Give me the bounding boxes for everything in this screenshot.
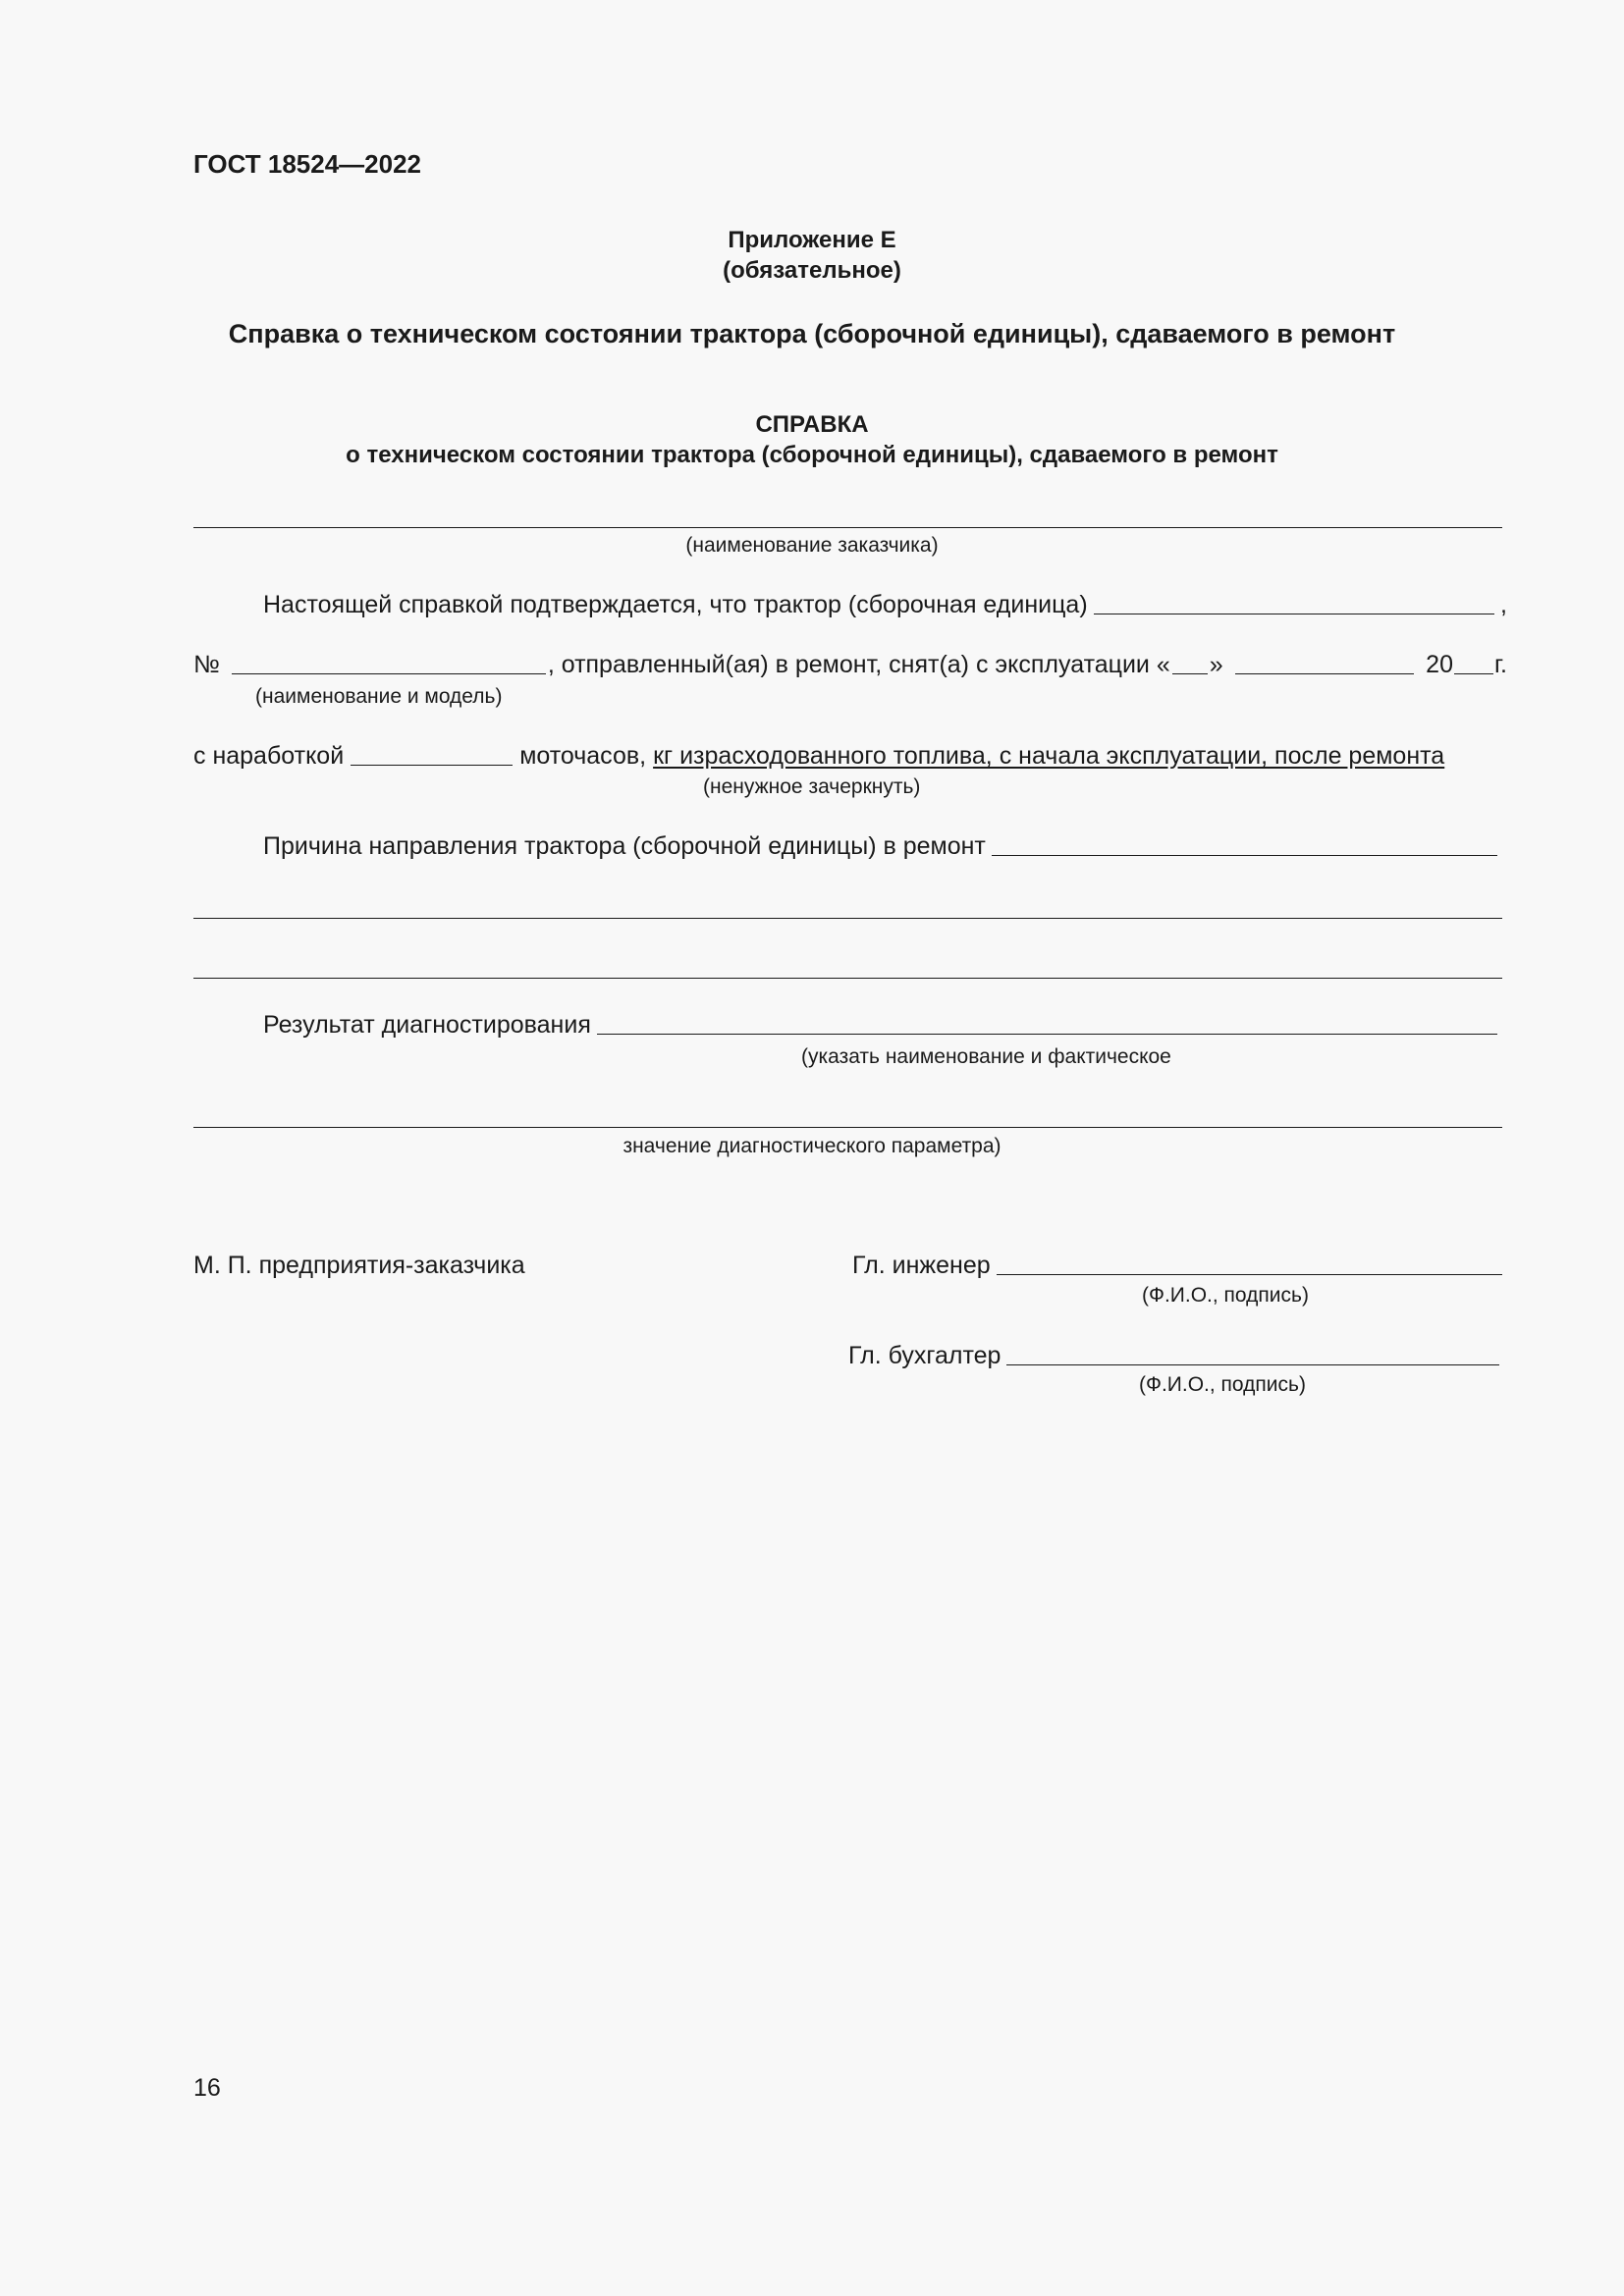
model-caption: (наименование и модель)	[255, 685, 503, 708]
accountant-row	[848, 1341, 1499, 1370]
day-field[interactable]	[1172, 650, 1208, 674]
runtime-row	[193, 741, 1444, 771]
appendix-title: Приложение Е	[728, 227, 896, 253]
result-field-line-2[interactable]	[193, 1127, 1502, 1128]
runtime-prefix: с наработкой	[193, 742, 345, 770]
customer-name-field[interactable]	[193, 527, 1502, 528]
reason-field-line-2[interactable]	[193, 918, 1502, 919]
reason-field[interactable]	[992, 831, 1497, 856]
number-sign: №	[193, 651, 220, 678]
year-field[interactable]	[1454, 650, 1493, 674]
year-suffix: г.	[1493, 651, 1507, 678]
appendix-status: (обязательное)	[723, 257, 901, 284]
page-number: 16	[193, 2074, 221, 2102]
stamp-label: М. П. предприятия-заказчика	[193, 1252, 525, 1279]
model-number-field[interactable]	[232, 650, 546, 674]
accountant-caption: (Ф.И.О., подпись)	[1139, 1373, 1306, 1396]
runtime-options: кг израсходованного топлива, с начала эксплуатации, после ремонта	[653, 742, 1445, 770]
comma: ,	[1500, 591, 1507, 618]
year-prefix: 20	[1426, 651, 1453, 678]
engineer-caption: (Ф.И.О., подпись)	[1142, 1284, 1309, 1307]
standard-header: ГОСТ 18524—2022	[193, 149, 421, 179]
section-title: Справка о техническом состоянии трактора (сборочной единицы), сдаваемого в ремонт	[228, 319, 1396, 348]
tractor-field[interactable]	[1094, 590, 1494, 614]
accountant-label: Гл. бухгалтер	[848, 1342, 1001, 1369]
quote-close: »	[1209, 651, 1223, 678]
result-label: Результат диагностирования	[263, 1011, 591, 1039]
accountant-signature-field[interactable]	[1006, 1341, 1499, 1365]
result-caption-1: (указать наименование и фактическое	[801, 1045, 1171, 1068]
reason-field-line-3[interactable]	[193, 978, 1502, 979]
runtime-units: моточасов,	[519, 742, 647, 770]
confirm-row	[263, 590, 1507, 619]
form-heading: СПРАВКА	[755, 411, 869, 438]
confirm-text: Настоящей справкой подтверждается, что трактор (сборочная единица)	[263, 591, 1088, 618]
runtime-field[interactable]	[351, 741, 513, 766]
engineer-label: Гл. инженер	[852, 1252, 991, 1279]
form-subheading: о техническом состоянии трактора (сборочной единицы), сдаваемого в ремонт	[346, 442, 1278, 468]
reason-row	[263, 831, 1497, 861]
reason-label: Причина направления трактора (сборочной единицы) в ремонт	[263, 832, 986, 860]
engineer-signature-field[interactable]	[997, 1251, 1502, 1275]
strike-caption: (ненужное зачеркнуть)	[703, 775, 921, 798]
result-caption-2: значение диагностического параметра)	[623, 1135, 1001, 1157]
result-row	[263, 1010, 1497, 1040]
sent-text: , отправленный(ая) в ремонт, снят(а) с эксплуатации «	[547, 651, 1170, 678]
result-field[interactable]	[597, 1010, 1497, 1035]
engineer-row	[852, 1251, 1502, 1280]
number-row	[193, 650, 1507, 679]
customer-caption: (наименование заказчика)	[685, 534, 939, 557]
month-field[interactable]	[1235, 650, 1415, 674]
